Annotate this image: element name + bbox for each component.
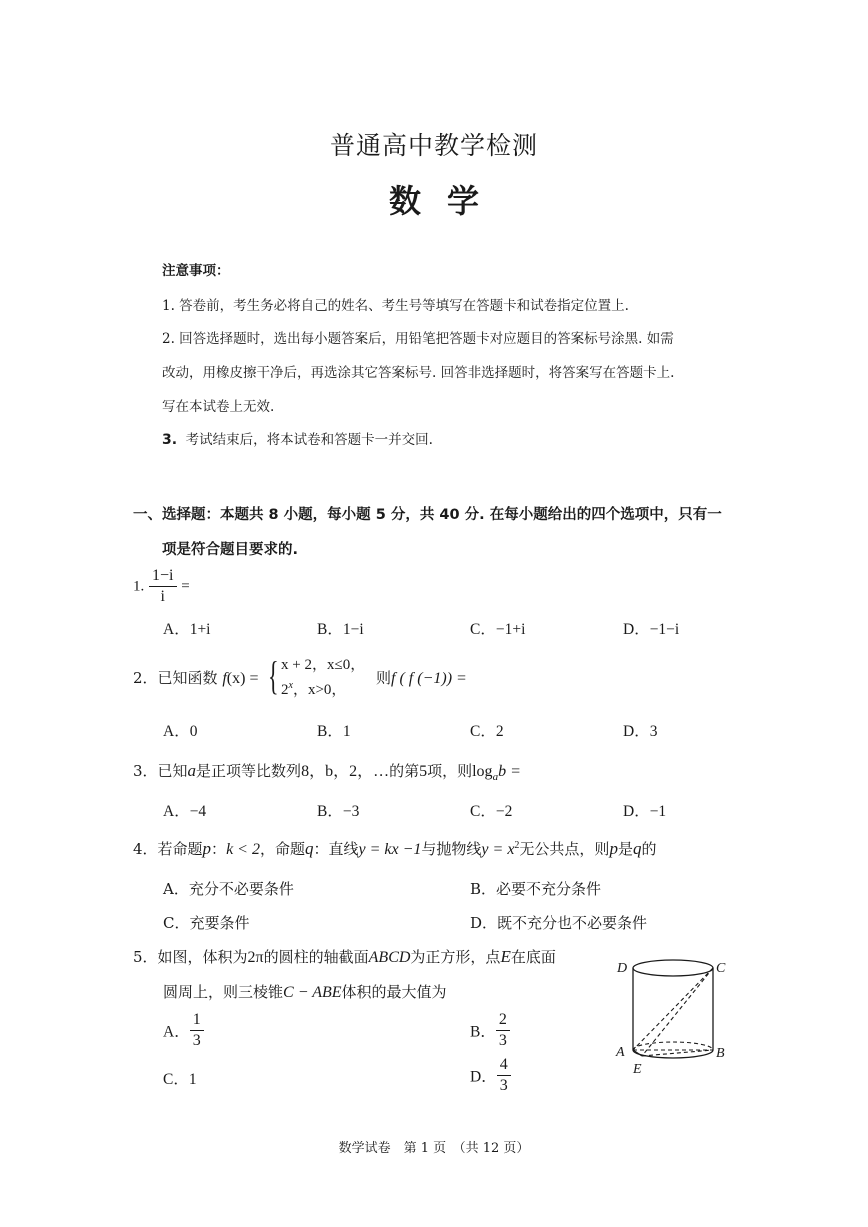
question-5-line-1 [133, 946, 556, 967]
question-4-text-d: ：直线 [313, 840, 359, 858]
question-4-text-b: ： [211, 840, 227, 858]
question-4-text-a: 4．若命题 [133, 840, 203, 858]
question-2-case-2 [281, 678, 346, 699]
question-2-case-2-base: 2 [281, 682, 289, 698]
question-3-option-c: C．−2 [470, 803, 513, 820]
question-4-text-h: 的 [641, 840, 657, 858]
question-5-text-d: 在底面 [510, 948, 556, 966]
question-2-expression: f ( f (−1)) = [391, 670, 467, 687]
question-5-option-b [470, 1010, 510, 1051]
notice-item-2-line-1: 2. 回答选择题时，选出每小题答案后，用铅笔把答题卡对应题目的答案标号涂黑. 如需 [162, 331, 674, 347]
question-5-option-d-numerator: 4 [497, 1055, 511, 1076]
exam-subtitle: 普通高中教学检测 [329, 131, 538, 160]
question-1-number: 1. [133, 578, 145, 595]
question-3-stem [133, 758, 521, 783]
question-1-denominator: i [160, 588, 165, 605]
question-2-tail [376, 667, 467, 688]
question-3-option-b: B．−3 [317, 803, 360, 820]
question-3-option-a: A．−4 [163, 803, 207, 820]
question-2-option-b: B．1 [317, 723, 351, 740]
notice-item-2-line-2: 改动，用橡皮擦干净后，再选涂其它答案标号. 回答非选择题时，将答案写在答题卡上. [162, 365, 675, 381]
question-2-option-a: A．0 [163, 723, 198, 740]
question-5-option-b-numerator: 2 [496, 1010, 510, 1031]
question-4-var-q-2: q [632, 839, 642, 858]
question-1-fraction [149, 566, 176, 607]
question-4-var-q: q [304, 839, 314, 858]
figure-label-a: A [616, 1045, 625, 1060]
question-2-function-arg: (x) = [226, 670, 259, 687]
question-5-option-b-denominator: 3 [498, 1032, 507, 1049]
exam-title: 数学 [388, 182, 505, 220]
question-4-var-p: p [202, 839, 212, 858]
figure-label-d: D [617, 961, 628, 976]
question-5-option-a-fraction [190, 1010, 204, 1051]
question-5-option-d-denominator: 3 [499, 1077, 508, 1094]
question-4-text-c: ，命题 [259, 840, 305, 858]
question-3-text-c: 的第 [389, 762, 420, 780]
notice-heading: 注意事项： [162, 263, 230, 279]
question-4-stem [133, 838, 656, 859]
question-5-text-e: 圆周上，则三棱锥 [163, 983, 284, 1001]
question-3-log-arg: b = [498, 763, 521, 780]
notice-item-3 [162, 428, 433, 448]
question-4-text-g: 是 [617, 840, 633, 858]
question-5-abcd: ABCD [368, 949, 411, 966]
question-5-option-b-fraction [496, 1010, 510, 1051]
question-5-option-a [163, 1010, 204, 1051]
question-5-option-d-fraction [497, 1055, 511, 1096]
question-5-line-2 [163, 981, 447, 1002]
question-3-log-base: a [492, 771, 499, 783]
question-1-option-c: C．−1+i [470, 621, 526, 638]
question-5-option-a-label: A． [163, 1023, 190, 1041]
question-2-case-1: x + 2，x≤0， [281, 657, 366, 673]
question-3-sequence: 8，b，2，… [301, 763, 390, 780]
question-4-text-e: 与抛物线 [421, 840, 482, 858]
segment-ca [633, 968, 713, 1050]
question-3-text-b: 是正项等比数列 [196, 762, 302, 780]
question-4-option-d: D．既不充分也不必要条件 [470, 914, 648, 932]
question-5-option-c: C．1 [163, 1071, 197, 1088]
question-2-brace: { [268, 653, 279, 698]
question-4-option-b: B．必要不充分条件 [470, 880, 602, 898]
question-5-option-d-label: D． [470, 1068, 497, 1086]
question-4-var-p-2: p [609, 839, 618, 858]
question-1-option-d: D．−1−i [623, 621, 680, 638]
question-3-text-a: 3．已知 [133, 762, 188, 780]
figure-label-e: E [633, 1062, 642, 1077]
question-1-numerator: 1−i [149, 566, 176, 587]
question-4-line-equation: y = kx −1 [358, 841, 422, 858]
section-heading-line-2: 项是符合题目要求的. [162, 542, 299, 558]
question-5-text-b: 的圆柱的轴截面 [263, 948, 369, 966]
question-3-option-d: D．−1 [623, 803, 667, 820]
question-5-pyramid: C − ABE [283, 984, 342, 1001]
question-2-stem [133, 667, 258, 688]
cylinder-top-ellipse [633, 960, 713, 976]
question-5-option-a-numerator: 1 [190, 1010, 204, 1031]
question-5-point-e: E [500, 947, 511, 966]
question-4-option-a: A．充分不必要条件 [163, 880, 294, 898]
question-2-function-name: f [222, 670, 227, 687]
question-4-option-c: C．充要条件 [163, 914, 250, 932]
notice-item-2-line-3: 写在本试卷上无效. [162, 399, 275, 415]
cylinder-bottom-back-arc [633, 1042, 713, 1050]
question-5-text-c: 为正方形，点 [410, 948, 501, 966]
notice-item-3-text: 考试结束后，将本试卷和答题卡一并交回. [185, 432, 433, 448]
question-4-parabola-exp: 2 [514, 840, 520, 851]
question-2-intro: 2．已知函数 [133, 669, 218, 687]
section-heading-line-1: 一、选择题：本题共 8 小题，每小题 5 分，共 40 分. 在每小题给出的四个选项中，只有一 [133, 507, 722, 523]
question-1-option-b: B．1−i [317, 621, 364, 638]
notice-item-1: 1. 答卷前，考生务必将自己的姓名、考生号等填写在答题卡和试卷指定位置上. [162, 298, 629, 314]
question-2-case-2-cond: ，x>0， [292, 682, 347, 698]
question-4-text-f: 无公共点，则 [519, 840, 610, 858]
notice-item-3-number: 3. [162, 432, 178, 448]
question-3-log: log [472, 763, 493, 780]
question-3-text-d: 项，则 [427, 762, 473, 780]
question-5-text-f: 体积的最大值为 [341, 983, 447, 1001]
question-5-text-a: 5．如图，体积为 [133, 948, 248, 966]
question-5-option-b-label: B． [470, 1023, 496, 1041]
question-3-var-a: a [187, 761, 197, 780]
question-5-option-a-denominator: 3 [192, 1032, 201, 1049]
question-2-option-d: D．3 [623, 723, 658, 740]
question-2-then: 则 [376, 669, 392, 687]
figure-label-b: B [716, 1046, 725, 1061]
question-1-option-a: A．1+i [163, 621, 211, 638]
page-footer: 数学试卷 第 1 页 （共 12 页） [338, 1141, 530, 1156]
question-4-condition: k < 2 [226, 841, 260, 858]
question-5-option-d [470, 1055, 511, 1096]
question-1 [133, 566, 190, 607]
cylinder-figure [608, 950, 738, 1080]
segment-ae [633, 1050, 642, 1056]
question-3-term-index: 5 [419, 763, 428, 780]
question-5-volume: 2π [247, 949, 264, 966]
question-2-option-c: C．2 [470, 723, 504, 740]
question-2-case-2-exp: x [288, 680, 293, 691]
question-1-equals: = [181, 578, 190, 595]
question-4-parabola: y = x [481, 841, 515, 858]
figure-label-c: C [716, 961, 726, 976]
